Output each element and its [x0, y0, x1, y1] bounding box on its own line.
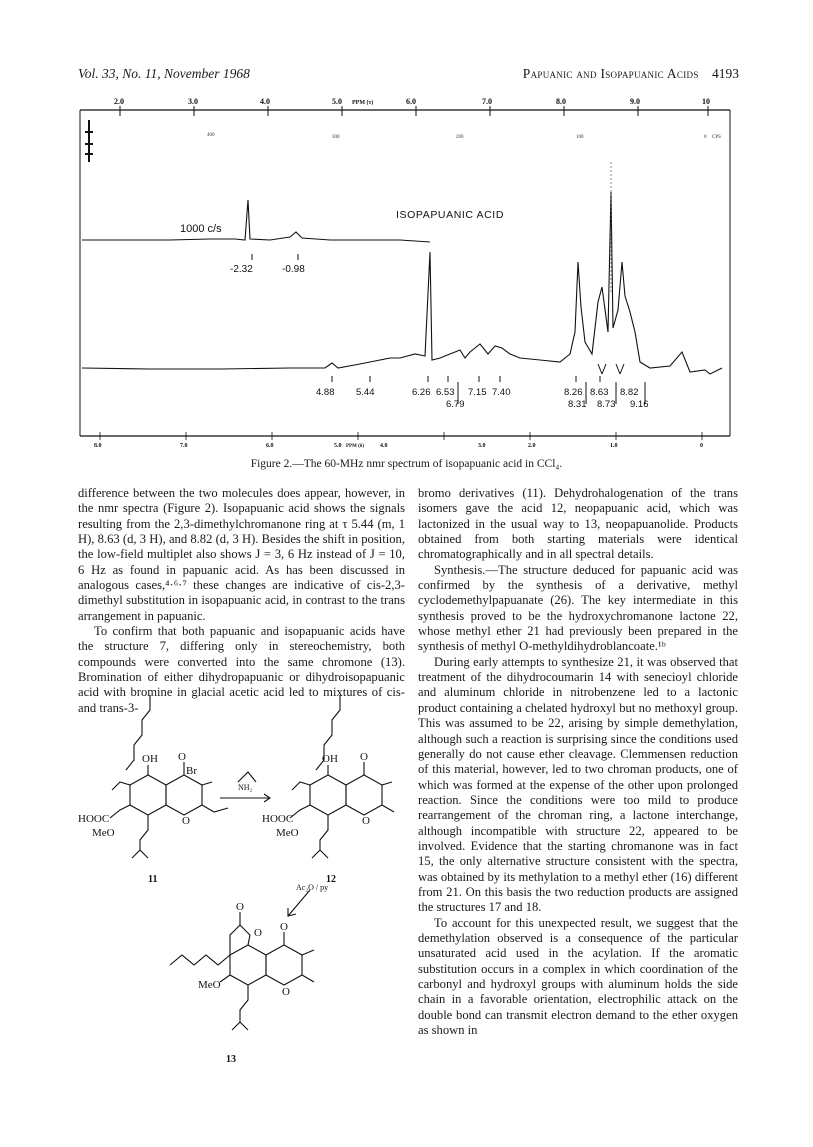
peak-label: 8.63 — [590, 387, 609, 398]
right-column — [418, 486, 738, 1038]
peak-label: 8.82 — [620, 387, 639, 398]
peak-label: 7.40 — [492, 387, 511, 398]
peak-label: 6.79 — [446, 399, 465, 410]
atom-label: HOOC — [262, 813, 294, 825]
running-header-right — [523, 66, 739, 82]
peak-label: 9.16 — [630, 399, 649, 410]
top-scale-label: 8.0 — [556, 97, 566, 106]
paragraph: During early attempts to synthesize 21, it was observed that treatment of the dihydrocoumarin 14 with senecioyl chloride and aluminum chloride in nitrobenzene led to a lactonic product containing a chelated hydroxyl but no methoxyl group. This was assumed to be 22, arising by simple demethylation, although such a reaction is surprising since the conditions used generally do not cause ether cleavage. Clemmensen reduction of this material, however, led to two chroman products, one of which was formed at the expense of the other upon prolonged reaction. Since the conditions were too mild to produce rearrangement of the chroman ring, a lactone interchange, although incompatible with structure 22, appeared to be involved. Evidence that the starting chromanone was in fact 15, the only alternative structure consistent with the spectra, was obtained by its methylation to a methyl ether (16) different from 21. On this basis the two reduction products are assigned the structures 17 and 18. — [418, 654, 738, 915]
bottom-scale-label: 5.0 — [334, 443, 342, 449]
nmr-spectrum-figure — [70, 92, 750, 454]
atom-label: O — [236, 901, 244, 913]
atom-label: O — [282, 986, 290, 998]
paragraph: To confirm that both papuanic and isopapuanic acids have the structure 7, differing only in stereochemistry, both compounds were converted into the same chromone (13). Bromination of either dihydropapuanic or dihydroisopapuanic acid with bromine in glacial acetic acid led to mixtures of cis- and trans-3- — [78, 624, 405, 715]
top-scale-label: 4.0 — [260, 97, 270, 106]
atom-label: O — [280, 921, 288, 933]
running-title: Papuanic and Isopapuanic Acids — [522, 66, 699, 81]
compound-label: ISOPAPUANIC ACID — [396, 209, 505, 221]
inset-peak-label: -0.98 — [282, 264, 305, 275]
peak-label: 8.73 — [597, 399, 616, 410]
cps-label: 0 — [704, 135, 707, 140]
bottom-scale-label: 4.0 — [380, 443, 388, 449]
inset-peak-label: -2.32 — [230, 264, 253, 275]
atom-label: MeO — [92, 827, 115, 839]
bottom-scale-label: 2.0 — [528, 443, 536, 449]
top-scale-label: 6.0 — [406, 97, 416, 106]
paragraph: Synthesis.—The structure deduced for papuanic acid was confirmed by the synthesis of a derivative, methyl cyclodemethylpapuanate (26). The key intermediate in this synthesis proved to be the hydroxychromanone lactone 22, whose methyl ether 21 had previously been prepared in the synthesis of methyl O-methyldihydroblancoate.¹ᵇ — [418, 562, 738, 654]
top-scale-label: PPM (τ) — [352, 100, 374, 106]
top-scale-label: 7.0 — [482, 97, 492, 106]
reagent-label: Ac₂O / py — [296, 883, 329, 892]
cps-label: CPS — [712, 135, 721, 140]
atom-label: O — [182, 815, 190, 827]
bottom-scale-label: 6.0 — [266, 443, 274, 449]
compound-number: 13 — [226, 1054, 236, 1065]
peak-label: 7.15 — [468, 387, 487, 398]
top-scale-label: 10 — [702, 97, 710, 106]
peak-label: 6.26 — [412, 387, 431, 398]
atom-label: HOOC — [78, 813, 110, 825]
cps-label: 300 — [332, 135, 340, 140]
atom-label: O — [254, 927, 262, 939]
running-header-left: Vol. 33, No. 11, November 1968 — [78, 66, 250, 81]
reaction-scheme — [70, 690, 410, 1090]
atom-label: OH — [142, 753, 158, 765]
atom-label: O — [178, 751, 186, 763]
top-scale-label: 3.0 — [188, 97, 198, 106]
compound-number: 12 — [326, 874, 336, 885]
atom-label: MeO — [198, 979, 221, 991]
bottom-scale-label: 3.0 — [478, 443, 486, 449]
peak-label: 8.26 — [564, 387, 583, 398]
cps-label: 200 — [456, 135, 464, 140]
bottom-scale-label: PPM (δ) — [346, 444, 365, 449]
peak-label: 8.31 — [568, 399, 587, 410]
left-column — [78, 486, 405, 716]
bottom-scale-label: 1.0 — [610, 443, 618, 449]
atom-label: O — [360, 751, 368, 763]
top-scale-label: 9.0 — [630, 97, 640, 106]
atom-label: OH — [322, 753, 338, 765]
atom-label: O — [362, 815, 370, 827]
atom-label: MeO — [276, 827, 299, 839]
peak-label: 6.53 — [436, 387, 455, 398]
bottom-scale-label: 7.0 — [180, 443, 188, 449]
page-number: 4193 — [712, 66, 739, 81]
peak-label: 4.88 — [316, 387, 335, 398]
bottom-scale-label: 8.0 — [94, 443, 102, 449]
bottom-scale-label: 0 — [700, 443, 703, 449]
top-scale-label: 2.0 — [114, 97, 124, 106]
top-scale-label: 5.0 — [332, 97, 342, 106]
compound-number: 11 — [148, 874, 158, 885]
paragraph: bromo derivatives (11). Dehydrohalogenation of the trans isomers gave the acid 12, neopapuanic acid, which was lactonized in the usual way to 13, neopapuanolide. Products obtained from both starting materials were identical chromatographically and in all spectral details. — [418, 486, 738, 562]
atom-label: Br — [186, 765, 197, 777]
figure-caption: Figure 2.—The 60-MHz nmr spectrum of isopapuanic acid in CCl₄. — [250, 458, 563, 470]
peak-label: 5.44 — [356, 387, 375, 398]
sweep-label: 1000 c/s — [180, 223, 222, 235]
paragraph: difference between the two molecules does appear, however, in the nmr spectra (Figure 2). Isopapuanic acid shows the signals resulting from the 2,3-dimethylchromanone ring at τ 5.44 (m, 1 H), 8.63 (d, 3 H), and 8.82 (d, 3 H). Besides the shift in position, the low-field multiplet also shows J = 3, 6 Hz instead of J = 10, 6 Hz as found in papuanic acid. As has been discussed in analogous cases,⁴·⁶·⁷ these changes are indicative of cis-2,3-dimethyl substitution in isopapuanic acid, in contrast to the trans arrangement in papuanic. — [78, 486, 405, 623]
cps-label: 100 — [576, 135, 584, 140]
paragraph: To account for this unexpected result, we suggest that the demethylation observed is a consequence of the particular unsaturated acid used in the acylation. If the aromatic substitution occurs in a complex in which coordination of the carbonyl and hydroxyl groups with aluminum holds the side chain in a favorable orientation, electrophilic attack on the double bond can transmit electron demand to the ether oxygen as shown in — [418, 915, 738, 1038]
reagent-label: NH₂ — [238, 783, 253, 792]
cps-label: 400 — [207, 133, 215, 138]
